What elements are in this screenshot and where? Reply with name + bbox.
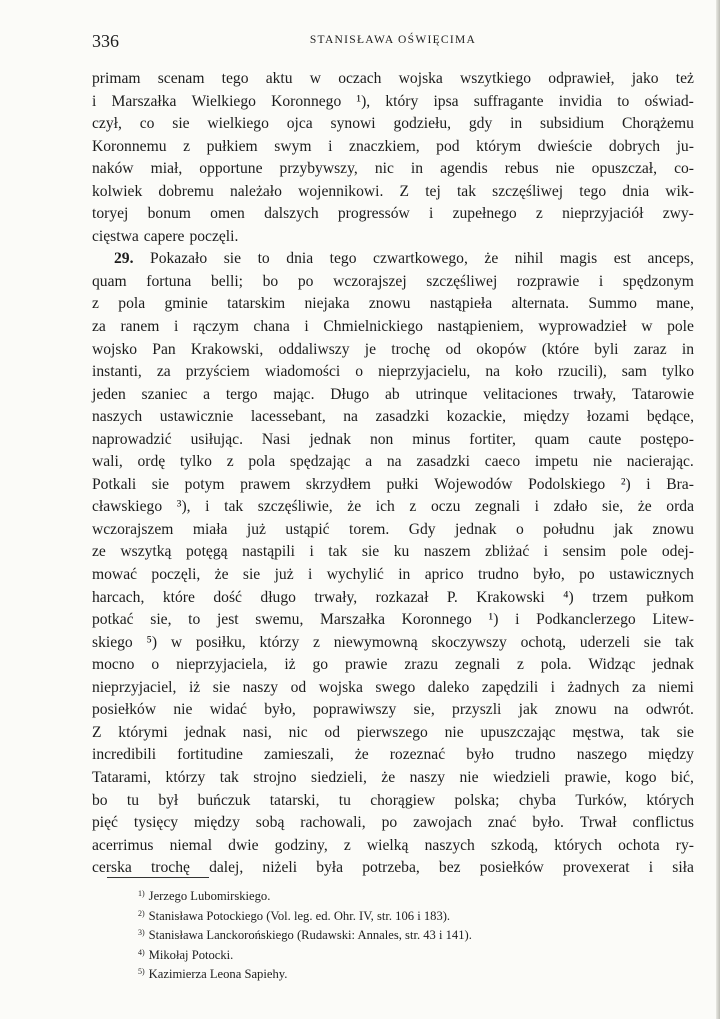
text-line: pięć tysięcy między sobą rachowali, po zawojach znać było. Trwał conflictus bbox=[92, 814, 694, 832]
footnote bbox=[138, 884, 658, 904]
text-line: 29. Pokazało sie to dnia tego czwartkowego, że nihil magis est anceps, bbox=[114, 250, 694, 268]
text-line: posiełków nie widać było, poprawiwszy sie, przyszli jak znowu na odwrót. bbox=[92, 701, 694, 719]
text-line: harcach, które dość długo trwały, rozkazał P. Krakowski ⁴) trzem pułkom bbox=[92, 588, 694, 606]
text-line: Potkali sie potym prawem skrzydłem pułki Wojewodów Podolskiego ²) i Bra- bbox=[92, 475, 694, 493]
text-line: z pola gminie tatarskim niejaka znowu nastąpieła alternata. Summo mane, bbox=[92, 295, 694, 313]
text-line: jeden szaniec a tergo mając. Długo ab utrinque velitaciones trwały, Tatarowie bbox=[92, 385, 694, 403]
text-line: primam scenam tego aktu w oczach wojska wszytkiego odprawieł, jako też bbox=[92, 70, 694, 87]
text-line: Tatarami, którzy tak strojno siedzieli, że naszy nie wiedzieli prawie, kogo bić, bbox=[92, 768, 694, 786]
text-line: za ranem i rączym chana i Chmielnickiego nastąpieniem, wyprowadzieł w pole bbox=[92, 318, 694, 336]
text-line: ze wszytką potęgą nastąpili i tak sie ku naszem zbliżać i sensim pole odej- bbox=[92, 543, 694, 561]
text-line: cerska trochę dalej, niżeli była potrzeba, bez posiełków provexerat i siła bbox=[92, 859, 694, 877]
footnote-mark: 1) bbox=[138, 889, 145, 898]
text-line: wali, ordę tylko z pola spędzając a na zasadzki caeco impetu nie nacierając. bbox=[92, 453, 694, 471]
running-title: STANISŁAWA OŚWIĘCIMA bbox=[309, 34, 477, 46]
page-number: 336 bbox=[92, 31, 119, 51]
text-line: nieprzyjaciel, iż sie naszy od wojska swego daleko zapędzili i żadnych za niemi bbox=[92, 678, 694, 696]
text-line: naprowadzić usiłując. Nasi jednak non minus fortiter, quam caute postępo- bbox=[92, 430, 694, 448]
body-text bbox=[92, 68, 694, 880]
text-line: i Marszałka Wielkiego Koronnego ¹), który ipsa suffragante invidia to oświad- bbox=[92, 92, 694, 110]
text-line: instanti, za przyściem wiadomości o nieprzyjacielu, na koło rzucili), sam tylko bbox=[92, 363, 694, 381]
footnote bbox=[138, 962, 658, 982]
text-line: incredibili fortitudine zamieszali, że rozeznać było trudno naszego między bbox=[92, 746, 694, 764]
text-line: mować poczęli, że sie już i wychylić in aprico trudno było, po ustawicznych bbox=[92, 566, 694, 584]
footnotes bbox=[138, 884, 658, 982]
text-line: bo tu był buńczuk tatarski, tu chorągiew polska; chyba Turków, których bbox=[92, 791, 694, 809]
footnote bbox=[138, 943, 658, 963]
page-edge-shadow bbox=[716, 0, 720, 1019]
footnote-mark: 3) bbox=[138, 928, 145, 938]
text-line: wczorajszem miała już ustąpić torem. Gdy jednak o połudnu jak znowu bbox=[92, 520, 694, 538]
footnote-mark: 4) bbox=[138, 947, 145, 957]
text-line: skiego ⁵) w posiłku, którzy z niewymowną skoczywszy ochotą, uderzeli sie tak bbox=[92, 633, 694, 651]
text-line: potkać sie, to jest swemu, Marszałka Koronnego ¹) i Podkanclerzego Litew- bbox=[92, 611, 694, 629]
footnote bbox=[138, 923, 658, 943]
text-line: wojsko Pan Krakowski, oddaliwszy je trochę od okopów (które byli zaraz in bbox=[92, 340, 694, 358]
text-line: naków miał, opportune przybywszy, nic in agendis rebus nie opuszczał, co- bbox=[92, 160, 694, 178]
footnote bbox=[138, 904, 658, 924]
footnote-text: Stanisława Potockiego (Vol. leg. ed. Ohr. IV, str. 106 i 183). bbox=[148, 908, 451, 923]
footnote-text: Kazimierza Leona Sapiehy. bbox=[148, 967, 288, 982]
text-line: toryej bonum omen dalszych progressów i zupełnego z nieprzyjaciół zwy- bbox=[92, 205, 694, 223]
text-line: Koronnemu z pułkiem swym i znaczkiem, pod którym dwieście dobrych ju- bbox=[92, 137, 694, 155]
text-line: naszych ustawicznie lacessebant, na zasadzki kozackie, między łozami będące, bbox=[92, 408, 694, 426]
text-line: czył, co sie wielkiego ojca synowi godziełu, gdy in subsidium Chorążemu bbox=[92, 115, 694, 133]
footnote-mark: 5) bbox=[138, 967, 145, 977]
text-line: kolwiek dobremu należało wojennikowi. Z tej tak szczęśliwej tego dnia wik- bbox=[92, 182, 694, 200]
footnote-mark: 2) bbox=[138, 908, 145, 918]
text-line: quam fortuna belli; bo po wczorajszej szczęśliwej rozprawie i spędzonym bbox=[92, 272, 694, 290]
text-line: cięstwa capere poczęli. bbox=[92, 227, 239, 245]
page-header bbox=[92, 31, 694, 55]
text-line: mocno o nieprzyjaciela, iż go prawie zrazu zegnali z pola. Widząc jednak bbox=[92, 656, 694, 674]
footnote-text: Jerzego Lubomirskiego. bbox=[148, 889, 271, 903]
footnote-text: Stanisława Lanckorońskiego (Rudawski: Annales, str. 43 i 141). bbox=[148, 928, 472, 943]
text-line: Z którymi jednak nasi, nic od pierwszego nie upuszczając męstwa, tak sie bbox=[92, 723, 694, 741]
footnote-text: Mikołaj Potocki. bbox=[148, 947, 234, 962]
text-line: cławskiego ³), i tak szczęśliwie, że ich z oczu zegnali i zdało sie, że orda bbox=[92, 498, 694, 516]
text-line: acerrimus niemal dwie godziny, z wielką naszych szkodą, których ochota ry- bbox=[92, 836, 694, 854]
footnote-divider bbox=[107, 877, 209, 878]
